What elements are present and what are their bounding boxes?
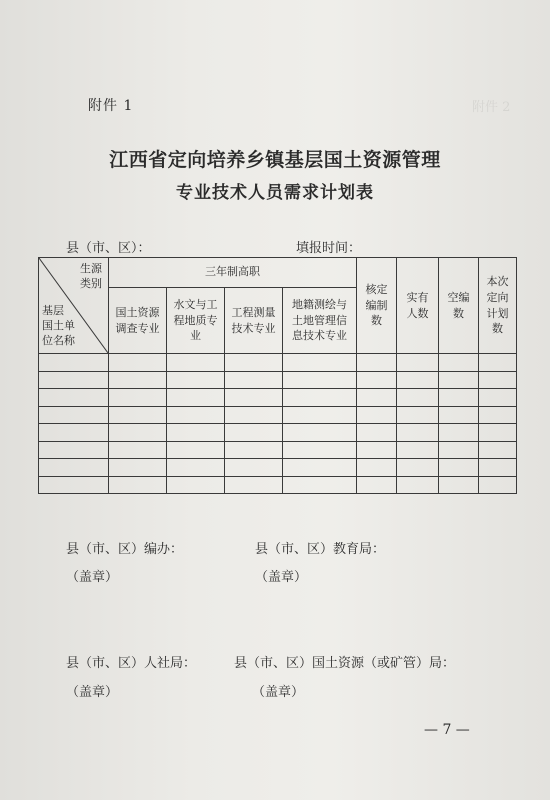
diagonal-header-cell: [39, 258, 109, 354]
table-cell: [397, 441, 439, 459]
table-cell: [479, 371, 517, 389]
table-cell: [357, 406, 397, 424]
table-cell: [397, 389, 439, 407]
table-cell: [225, 406, 283, 424]
land-bureau-label: 县（市、区）国土资源（或矿管）局：: [234, 656, 456, 671]
table-row: [39, 354, 517, 372]
hr-bureau-label: 县（市、区）人社局：: [66, 656, 197, 671]
table-cell: [109, 476, 167, 494]
table-cell: [479, 406, 517, 424]
table-cell: [439, 354, 479, 372]
col-plan-label: 本次定向计划数: [486, 274, 509, 336]
table-row: [39, 459, 517, 477]
page-number: — 7 —: [424, 722, 470, 738]
table-cell: [357, 441, 397, 459]
table-cell: [109, 441, 167, 459]
group-header-three-year: 三年制高职: [109, 258, 357, 288]
table-cell: [109, 424, 167, 442]
table-row: [39, 371, 517, 389]
table-cell: [225, 441, 283, 459]
education-bureau-label: 县（市、区）教育局：: [255, 542, 386, 557]
table-cell: [109, 354, 167, 372]
table-cell: [439, 424, 479, 442]
table-cell: [283, 406, 357, 424]
hr-bureau-seal: （盖章）: [66, 685, 119, 700]
col-actual-header: [397, 258, 439, 354]
table-cell: [283, 424, 357, 442]
table-cell: [439, 476, 479, 494]
col-approved-header: [357, 258, 397, 354]
table-row: [39, 476, 517, 494]
table-cell: [283, 441, 357, 459]
table-cell: [39, 459, 109, 477]
table-cell: [357, 424, 397, 442]
table-cell: [167, 389, 225, 407]
table-cell: [357, 476, 397, 494]
major-header-2: [167, 288, 225, 354]
table-cell: [439, 406, 479, 424]
table-cell: [39, 476, 109, 494]
staffing-office-label: 县（市、区）编办：: [66, 542, 184, 557]
table-body: [39, 354, 517, 494]
table-cell: [167, 406, 225, 424]
table-cell: [283, 459, 357, 477]
table-cell: [109, 459, 167, 477]
table-cell: [167, 459, 225, 477]
table-cell: [357, 371, 397, 389]
table-cell: [225, 424, 283, 442]
document-title-line1: 江西省定向培养乡镇基层国土资源管理: [109, 149, 441, 171]
table-cell: [39, 424, 109, 442]
table-cell: [397, 371, 439, 389]
unit-name-label: 基层 国土单 位名称: [42, 304, 75, 348]
table-cell: [109, 389, 167, 407]
major-header-4: [283, 288, 357, 354]
table-cell: [357, 389, 397, 407]
table-cell: [283, 476, 357, 494]
table-cell: [439, 441, 479, 459]
table-cell: [439, 459, 479, 477]
table-cell: [167, 354, 225, 372]
table-cell: [225, 371, 283, 389]
table-cell: [225, 459, 283, 477]
table-cell: [397, 406, 439, 424]
table-cell: [167, 424, 225, 442]
table-cell: [479, 389, 517, 407]
table-cell: [283, 371, 357, 389]
table-cell: [397, 476, 439, 494]
table-row: [39, 389, 517, 407]
table-cell: [397, 459, 439, 477]
table-cell: [357, 354, 397, 372]
table-cell: [479, 354, 517, 372]
table-cell: [225, 476, 283, 494]
table-cell: [283, 389, 357, 407]
land-bureau-seal: （盖章）: [252, 685, 305, 700]
attachment-label: 附件 1: [88, 98, 134, 114]
col-actual-label: 实有人数: [406, 290, 429, 320]
table-cell: [109, 371, 167, 389]
major-header-3: [225, 288, 283, 354]
major-label-1: 国土资源调查专业: [115, 305, 160, 335]
major-header-1: [109, 288, 167, 354]
document-title-line2: 专业技术人员需求计划表: [176, 183, 374, 203]
table-cell: [167, 371, 225, 389]
table-cell: [479, 424, 517, 442]
education-bureau-seal: （盖章）: [255, 570, 308, 585]
col-approved-label: 核定编制数: [365, 282, 388, 328]
table-cell: [39, 406, 109, 424]
col-plan-header: [479, 258, 517, 354]
table-cell: [357, 459, 397, 477]
col-vacant-label: 空编数: [447, 290, 470, 320]
fill-date-label: 填报时间：: [296, 241, 362, 256]
table-cell: [397, 424, 439, 442]
table-cell: [479, 459, 517, 477]
major-label-2: 水文与工程地质专业: [173, 297, 218, 343]
bleed-through-text: 附件 2: [472, 100, 511, 115]
table-cell: [439, 371, 479, 389]
staffing-office-seal: （盖章）: [66, 570, 119, 585]
table-cell: [39, 389, 109, 407]
source-category-label: 生源 类别: [80, 262, 102, 290]
table-cell: [225, 354, 283, 372]
table-cell: [167, 441, 225, 459]
table-cell: [479, 476, 517, 494]
table-cell: [167, 476, 225, 494]
major-label-3: 工程测量技术专业: [231, 305, 276, 335]
table-cell: [39, 441, 109, 459]
demand-plan-table: [38, 257, 517, 494]
table-cell: [225, 389, 283, 407]
table-cell: [39, 354, 109, 372]
table-cell: [479, 441, 517, 459]
major-label-4: 地籍测绘与土地管理信息技术专业: [292, 297, 347, 343]
col-vacant-header: [439, 258, 479, 354]
header-row-1: [39, 258, 517, 288]
table-cell: [39, 371, 109, 389]
table-row: [39, 441, 517, 459]
table-row: [39, 406, 517, 424]
table-cell: [397, 354, 439, 372]
table-cell: [283, 354, 357, 372]
table-row: [39, 424, 517, 442]
table-cell: [439, 389, 479, 407]
table-cell: [109, 406, 167, 424]
county-label: 县（市、区）：: [66, 241, 151, 256]
